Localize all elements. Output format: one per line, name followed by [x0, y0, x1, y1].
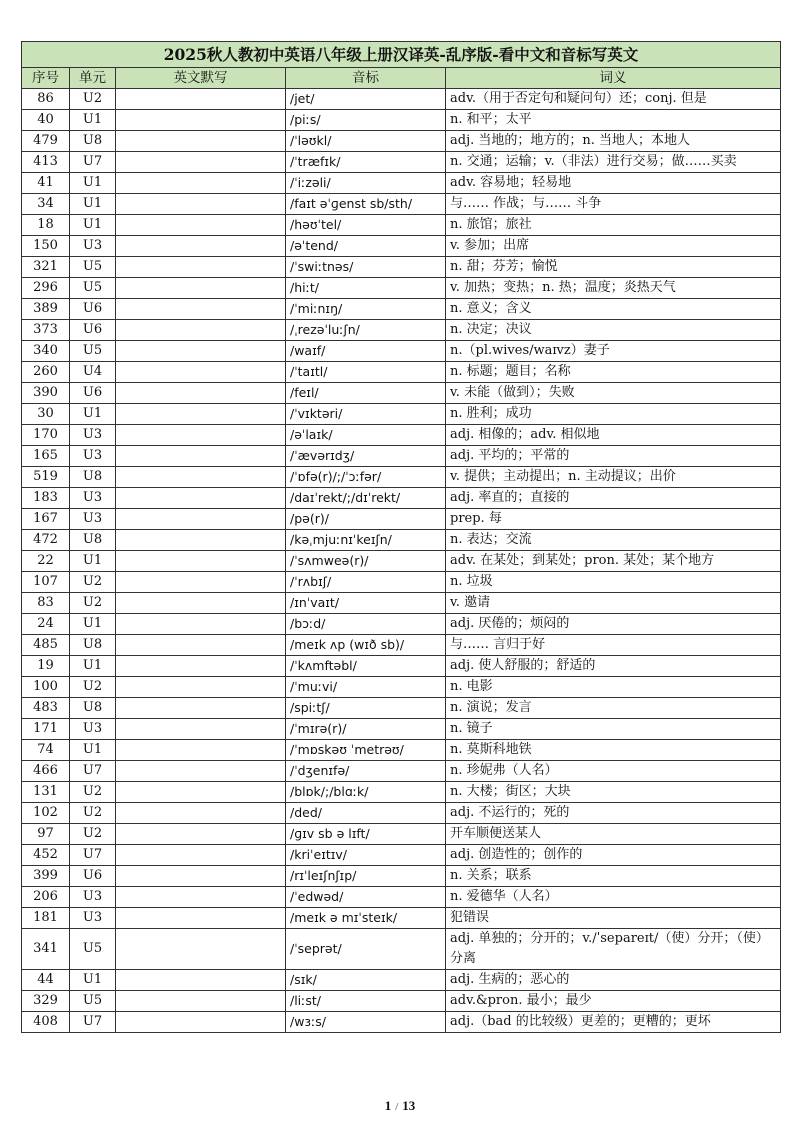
row-unit: U3 [70, 236, 116, 257]
row-number: 171 [22, 719, 70, 740]
dictation-cell[interactable] [116, 236, 286, 257]
row-unit: U7 [70, 152, 116, 173]
row-phonetic: /ˈswiːtnəs/ [286, 257, 446, 278]
dictation-cell[interactable] [116, 970, 286, 991]
row-phonetic: /bɔːd/ [286, 614, 446, 635]
row-unit: U1 [70, 740, 116, 761]
row-unit: U2 [70, 824, 116, 845]
table-row [22, 782, 781, 803]
page-separator: / [395, 1101, 399, 1113]
dictation-cell[interactable] [116, 341, 286, 362]
table-row [22, 278, 781, 299]
row-phonetic: /ˈedwəd/ [286, 887, 446, 908]
table-row [22, 362, 781, 383]
row-number: 413 [22, 152, 70, 173]
dictation-cell[interactable] [116, 803, 286, 824]
table-row [22, 488, 781, 509]
dictation-cell[interactable] [116, 593, 286, 614]
row-number: 181 [22, 908, 70, 929]
dictation-cell[interactable] [116, 719, 286, 740]
table-row [22, 929, 781, 970]
row-meaning: v. 参加；出席 [446, 236, 781, 257]
row-phonetic: /ded/ [286, 803, 446, 824]
row-phonetic: /ˈtræfɪk/ [286, 152, 446, 173]
dictation-cell[interactable] [116, 740, 286, 761]
row-phonetic: /ˈiːzəli/ [286, 173, 446, 194]
dictation-cell[interactable] [116, 131, 286, 152]
row-phonetic: /əˈtend/ [286, 236, 446, 257]
table-row [22, 509, 781, 530]
row-number: 183 [22, 488, 70, 509]
row-meaning: prep. 每 [446, 509, 781, 530]
header-unit: 单元 [70, 68, 116, 89]
row-unit: U5 [70, 278, 116, 299]
row-phonetic: /blɒk/;/blɑːk/ [286, 782, 446, 803]
table-row [22, 845, 781, 866]
row-phonetic: /daɪˈrekt/;/dɪˈrekt/ [286, 488, 446, 509]
row-meaning: n. 电影 [446, 677, 781, 698]
dictation-cell[interactable] [116, 257, 286, 278]
table-row [22, 824, 781, 845]
row-meaning: adv. 容易地；轻易地 [446, 173, 781, 194]
row-unit: U3 [70, 446, 116, 467]
row-number: 107 [22, 572, 70, 593]
row-phonetic: /ˈrʌbɪʃ/ [286, 572, 446, 593]
row-phonetic: /ˌrezəˈluːʃn/ [286, 320, 446, 341]
dictation-cell[interactable] [116, 845, 286, 866]
row-number: 389 [22, 299, 70, 320]
row-phonetic: /jet/ [286, 89, 446, 110]
row-number: 399 [22, 866, 70, 887]
row-number: 340 [22, 341, 70, 362]
row-phonetic: /kəˌmjuːnɪˈkeɪʃn/ [286, 530, 446, 551]
row-number: 206 [22, 887, 70, 908]
dictation-cell[interactable] [116, 656, 286, 677]
dictation-cell[interactable] [116, 908, 286, 929]
table-row [22, 236, 781, 257]
row-meaning: adj.（bad 的比较级）更差的；更糟的；更坏 [446, 1012, 781, 1033]
row-phonetic: /spiːtʃ/ [286, 698, 446, 719]
row-unit: U8 [70, 635, 116, 656]
row-number: 296 [22, 278, 70, 299]
row-unit: U2 [70, 89, 116, 110]
row-unit: U6 [70, 383, 116, 404]
row-meaning: adj. 率直的；直接的 [446, 488, 781, 509]
row-unit: U1 [70, 194, 116, 215]
table-row [22, 1012, 781, 1033]
dictation-cell[interactable] [116, 572, 286, 593]
row-phonetic: /ˈsʌmweə(r)/ [286, 551, 446, 572]
row-number: 150 [22, 236, 70, 257]
table-row [22, 194, 781, 215]
dictation-cell[interactable] [116, 89, 286, 110]
table-row [22, 383, 781, 404]
page-footer [0, 1098, 800, 1114]
row-unit: U1 [70, 173, 116, 194]
row-number: 485 [22, 635, 70, 656]
dictation-cell[interactable] [116, 929, 286, 970]
row-meaning: n.（pl.wives/waɪvz）妻子 [446, 341, 781, 362]
row-number: 131 [22, 782, 70, 803]
dictation-cell[interactable] [116, 110, 286, 131]
row-meaning: adj. 当地的；地方的；n. 当地人；本地人 [446, 131, 781, 152]
table-row [22, 152, 781, 173]
row-meaning: n. 大楼；街区；大块 [446, 782, 781, 803]
row-number: 170 [22, 425, 70, 446]
dictation-cell[interactable] [116, 551, 286, 572]
row-unit: U7 [70, 761, 116, 782]
table-row [22, 446, 781, 467]
row-number: 22 [22, 551, 70, 572]
table-row [22, 425, 781, 446]
row-phonetic: /ɡɪv sb ə lɪft/ [286, 824, 446, 845]
row-meaning: n. 旅馆；旅社 [446, 215, 781, 236]
dictation-cell[interactable] [116, 991, 286, 1012]
row-unit: U1 [70, 656, 116, 677]
row-phonetic: /həʊˈtel/ [286, 215, 446, 236]
row-meaning: n. 关系；联系 [446, 866, 781, 887]
row-meaning: n. 和平；太平 [446, 110, 781, 131]
table-row [22, 740, 781, 761]
row-meaning: 开车顺便送某人 [446, 824, 781, 845]
row-number: 321 [22, 257, 70, 278]
row-meaning: n. 珍妮弗（人名） [446, 761, 781, 782]
row-meaning: n. 甜；芬芳；愉悦 [446, 257, 781, 278]
row-phonetic: /ˈdʒenɪfə/ [286, 761, 446, 782]
row-number: 329 [22, 991, 70, 1012]
row-number: 86 [22, 89, 70, 110]
dictation-cell[interactable] [116, 320, 286, 341]
row-number: 83 [22, 593, 70, 614]
row-meaning: v. 加热；变热；n. 热；温度；炎热天气 [446, 278, 781, 299]
row-phonetic: /meɪk ə mɪˈsteɪk/ [286, 908, 446, 929]
header-no: 序号 [22, 68, 70, 89]
row-phonetic: /feɪl/ [286, 383, 446, 404]
row-phonetic: /ˈvɪktəri/ [286, 404, 446, 425]
table-row [22, 215, 781, 236]
row-number: 341 [22, 929, 70, 970]
table-row [22, 908, 781, 929]
table-row [22, 404, 781, 425]
row-unit: U1 [70, 970, 116, 991]
row-unit: U3 [70, 509, 116, 530]
row-number: 466 [22, 761, 70, 782]
dictation-cell[interactable] [116, 446, 286, 467]
dictation-cell[interactable] [116, 887, 286, 908]
table-row [22, 677, 781, 698]
row-unit: U2 [70, 677, 116, 698]
row-unit: U7 [70, 845, 116, 866]
row-number: 18 [22, 215, 70, 236]
row-unit: U8 [70, 698, 116, 719]
row-phonetic: /ˈmiːnɪŋ/ [286, 299, 446, 320]
row-meaning: n. 意义；含义 [446, 299, 781, 320]
row-unit: U3 [70, 488, 116, 509]
row-number: 40 [22, 110, 70, 131]
row-meaning: 与…… 言归于好 [446, 635, 781, 656]
row-meaning: n. 标题；题目；名称 [446, 362, 781, 383]
row-unit: U8 [70, 467, 116, 488]
table-row [22, 530, 781, 551]
row-meaning: v. 提供；主动提出；n. 主动提议；出价 [446, 467, 781, 488]
row-unit: U6 [70, 320, 116, 341]
row-meaning: adj. 厌倦的；烦闷的 [446, 614, 781, 635]
row-unit: U3 [70, 908, 116, 929]
page-title: 2025秋人教初中英语八年级上册汉译英-乱序版-看中文和音标写英文 [22, 42, 781, 68]
row-phonetic: /əˈlaɪk/ [286, 425, 446, 446]
table-row [22, 761, 781, 782]
row-unit: U2 [70, 572, 116, 593]
row-meaning: adj. 单独的；分开的；v./ˈsepareɪt/（使）分开；（使）分离 [446, 929, 781, 970]
dictation-cell[interactable] [116, 152, 286, 173]
dictation-cell[interactable] [116, 530, 286, 551]
row-unit: U1 [70, 215, 116, 236]
table-row [22, 551, 781, 572]
vocab-rows [22, 89, 781, 1033]
row-phonetic: /liːst/ [286, 991, 446, 1012]
dictation-cell[interactable] [116, 635, 286, 656]
row-phonetic: /faɪt əˈɡenst sb/sth/ [286, 194, 446, 215]
row-number: 260 [22, 362, 70, 383]
row-unit: U2 [70, 593, 116, 614]
row-unit: U3 [70, 719, 116, 740]
row-meaning: adj. 生病的；恶心的 [446, 970, 781, 991]
row-number: 74 [22, 740, 70, 761]
dictation-cell[interactable] [116, 761, 286, 782]
row-meaning: adj. 相像的；adv. 相似地 [446, 425, 781, 446]
table-row [22, 866, 781, 887]
row-unit: U5 [70, 991, 116, 1012]
row-phonetic: /waɪf/ [286, 341, 446, 362]
table-row [22, 572, 781, 593]
row-meaning: 与…… 作战；与…… 斗争 [446, 194, 781, 215]
row-number: 390 [22, 383, 70, 404]
dictation-cell[interactable] [116, 698, 286, 719]
row-meaning: adj. 平均的；平常的 [446, 446, 781, 467]
dictation-cell[interactable] [116, 509, 286, 530]
row-unit: U2 [70, 782, 116, 803]
row-meaning: n. 交通；运输；v.（非法）进行交易；做……买卖 [446, 152, 781, 173]
row-meaning: adv.（用于否定句和疑问句）还；conj. 但是 [446, 89, 781, 110]
table-row [22, 173, 781, 194]
row-meaning: n. 垃圾 [446, 572, 781, 593]
row-unit: U5 [70, 929, 116, 970]
table-row [22, 593, 781, 614]
row-unit: U1 [70, 404, 116, 425]
row-meaning: n. 莫斯科地铁 [446, 740, 781, 761]
row-meaning: adj. 使人舒服的；舒适的 [446, 656, 781, 677]
dictation-cell[interactable] [116, 782, 286, 803]
row-phonetic: /piːs/ [286, 110, 446, 131]
row-number: 44 [22, 970, 70, 991]
row-unit: U3 [70, 425, 116, 446]
row-meaning: 犯错误 [446, 908, 781, 929]
table-row [22, 803, 781, 824]
row-unit: U1 [70, 614, 116, 635]
row-unit: U5 [70, 257, 116, 278]
row-number: 479 [22, 131, 70, 152]
dictation-cell[interactable] [116, 488, 286, 509]
dictation-cell[interactable] [116, 677, 286, 698]
row-meaning: adv. 在某处；到某处；pron. 某处；某个地方 [446, 551, 781, 572]
table-row [22, 656, 781, 677]
row-meaning: n. 镜子 [446, 719, 781, 740]
row-phonetic: /ˈmɪrə(r)/ [286, 719, 446, 740]
row-number: 97 [22, 824, 70, 845]
row-phonetic: /wɜːs/ [286, 1012, 446, 1033]
row-meaning: adv.&pron. 最小；最少 [446, 991, 781, 1012]
row-phonetic: /ˈmɒskəʊ ˈmetrəʊ/ [286, 740, 446, 761]
row-unit: U8 [70, 131, 116, 152]
row-phonetic: /hiːt/ [286, 278, 446, 299]
vocab-sheet [21, 41, 780, 1033]
row-meaning: adj. 创造性的；创作的 [446, 845, 781, 866]
table-row [22, 257, 781, 278]
row-number: 472 [22, 530, 70, 551]
row-meaning: v. 未能（做到）；失败 [446, 383, 781, 404]
row-number: 24 [22, 614, 70, 635]
table-row [22, 467, 781, 488]
header-dictation: 英文默写 [116, 68, 286, 89]
row-phonetic: /pə(r)/ [286, 509, 446, 530]
row-phonetic: /ˈkʌmftəbl/ [286, 656, 446, 677]
row-unit: U3 [70, 887, 116, 908]
dictation-cell[interactable] [116, 194, 286, 215]
dictation-cell[interactable] [116, 404, 286, 425]
row-unit: U6 [70, 299, 116, 320]
row-unit: U1 [70, 110, 116, 131]
dictation-cell[interactable] [116, 383, 286, 404]
table-row [22, 719, 781, 740]
row-number: 30 [22, 404, 70, 425]
dictation-cell[interactable] [116, 278, 286, 299]
dictation-cell[interactable] [116, 866, 286, 887]
row-phonetic: /ˈævərɪdʒ/ [286, 446, 446, 467]
page-number: 1 [384, 1098, 392, 1113]
row-meaning: n. 胜利；成功 [446, 404, 781, 425]
table-row [22, 131, 781, 152]
table-row [22, 299, 781, 320]
table-row [22, 970, 781, 991]
row-number: 34 [22, 194, 70, 215]
row-number: 167 [22, 509, 70, 530]
dictation-cell[interactable] [116, 362, 286, 383]
row-meaning: n. 表达；交流 [446, 530, 781, 551]
row-unit: U8 [70, 530, 116, 551]
dictation-cell[interactable] [116, 614, 286, 635]
row-number: 100 [22, 677, 70, 698]
dictation-cell[interactable] [116, 215, 286, 236]
table-row [22, 110, 781, 131]
row-meaning: v. 邀请 [446, 593, 781, 614]
row-phonetic: /ˈseprət/ [286, 929, 446, 970]
row-number: 519 [22, 467, 70, 488]
row-number: 452 [22, 845, 70, 866]
table-row [22, 887, 781, 908]
header-meaning: 词义 [446, 68, 781, 89]
row-unit: U5 [70, 341, 116, 362]
row-meaning: n. 爱德华（人名） [446, 887, 781, 908]
table-row [22, 698, 781, 719]
table-row [22, 635, 781, 656]
row-number: 165 [22, 446, 70, 467]
row-number: 373 [22, 320, 70, 341]
row-unit: U6 [70, 866, 116, 887]
dictation-cell[interactable] [116, 1012, 286, 1033]
row-phonetic: /sɪk/ [286, 970, 446, 991]
header-phonetic: 音标 [286, 68, 446, 89]
row-unit: U1 [70, 551, 116, 572]
row-phonetic: /ˈtaɪtl/ [286, 362, 446, 383]
row-phonetic: /kriˈeɪtɪv/ [286, 845, 446, 866]
page-total: 13 [402, 1098, 416, 1113]
dictation-cell[interactable] [116, 425, 286, 446]
row-meaning: adj. 不运行的；死的 [446, 803, 781, 824]
table-row [22, 991, 781, 1012]
row-number: 408 [22, 1012, 70, 1033]
row-number: 102 [22, 803, 70, 824]
row-meaning: n. 演说；发言 [446, 698, 781, 719]
row-unit: U4 [70, 362, 116, 383]
row-phonetic: /rɪˈleɪʃnʃɪp/ [286, 866, 446, 887]
table-row [22, 614, 781, 635]
row-phonetic: /ˈmuːvi/ [286, 677, 446, 698]
table-row [22, 341, 781, 362]
row-meaning: n. 决定；决议 [446, 320, 781, 341]
dictation-cell[interactable] [116, 173, 286, 194]
table-row [22, 89, 781, 110]
row-phonetic: /ˈləʊkl/ [286, 131, 446, 152]
row-unit: U7 [70, 1012, 116, 1033]
row-phonetic: /ɪnˈvaɪt/ [286, 593, 446, 614]
row-phonetic: /meɪk ʌp (wɪð sb)/ [286, 635, 446, 656]
row-number: 483 [22, 698, 70, 719]
dictation-cell[interactable] [116, 824, 286, 845]
row-number: 19 [22, 656, 70, 677]
row-unit: U2 [70, 803, 116, 824]
table-row [22, 320, 781, 341]
row-phonetic: /ˈɒfə(r)/;/ˈɔːfər/ [286, 467, 446, 488]
dictation-cell[interactable] [116, 299, 286, 320]
dictation-cell[interactable] [116, 467, 286, 488]
vocab-table [21, 41, 781, 1033]
row-number: 41 [22, 173, 70, 194]
